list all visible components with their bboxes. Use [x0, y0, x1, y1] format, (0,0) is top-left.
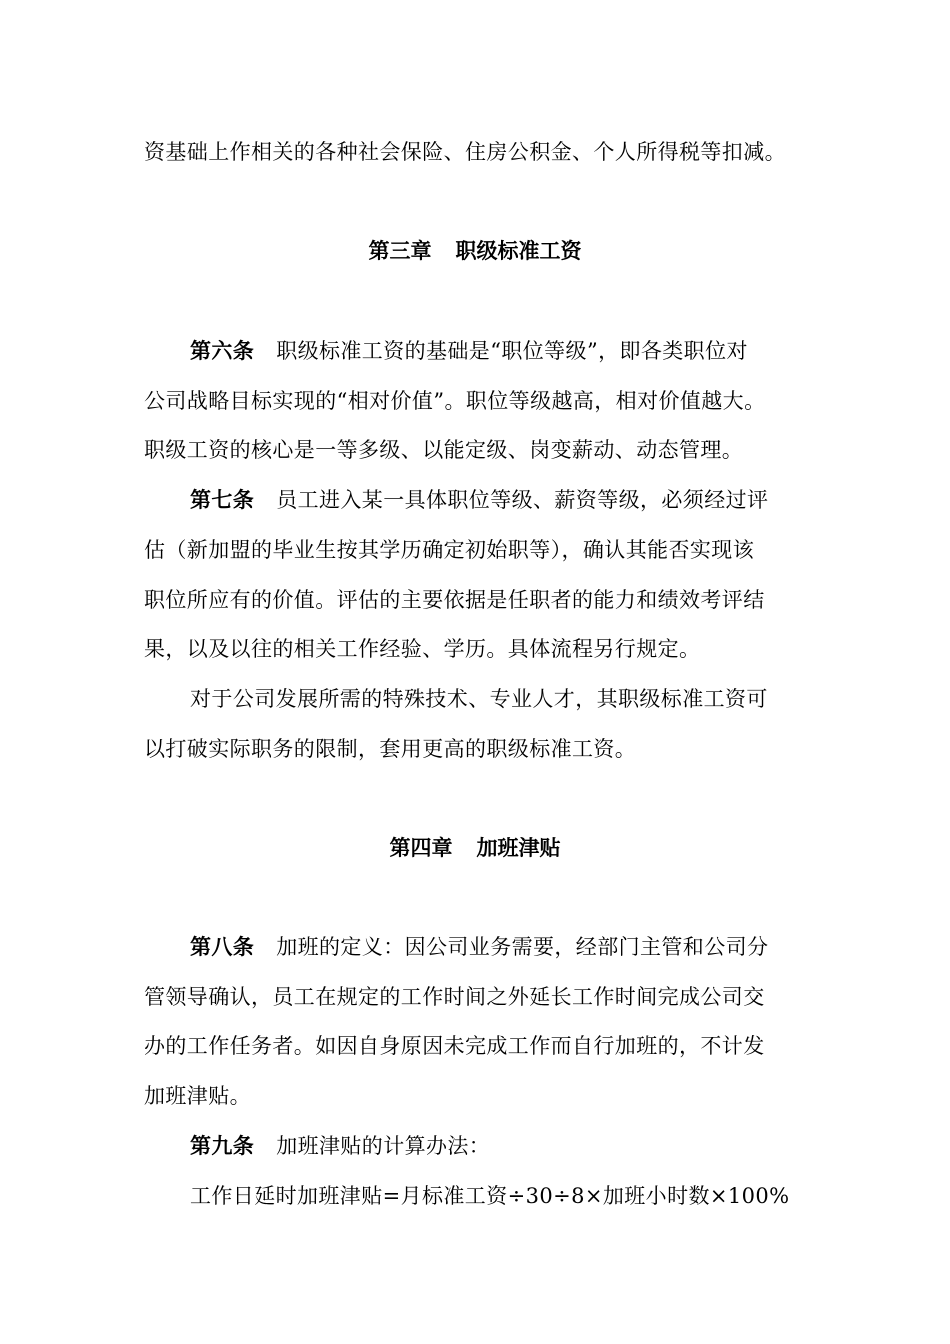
article-number: 第七条	[190, 488, 255, 512]
paragraph-line: 职位所应有的价值。评估的主要依据是任职者的能力和绩效考评结	[144, 588, 765, 612]
paragraph-line: 对于公司发展所需的特殊技术、专业人才，其职级标准工资可	[190, 687, 768, 711]
paragraph-line: 第七条 员工进入某一具体职位等级、薪资等级，必须经过评	[190, 488, 769, 512]
paragraph-line: 办的工作任务者。如因自身原因未完成工作而自行加班的，不计发	[144, 1034, 765, 1058]
paragraph-line: 管领导确认，员工在规定的工作时间之外延长工作时间完成公司交	[144, 985, 765, 1009]
chapter-number: 第四章	[389, 836, 453, 860]
chapter-number: 第三章	[368, 239, 432, 263]
paragraph-line: 估（新加盟的毕业生按其学历确定初始职等），确认其能否实现该	[144, 538, 755, 562]
chapter-title: 职级标准工资	[455, 239, 582, 263]
paragraph-line: 果，以及以往的相关工作经验、学历。具体流程另行规定。	[144, 637, 701, 661]
chapter-heading	[0, 236, 950, 266]
paragraph-line: 加班津贴。	[144, 1084, 251, 1108]
paragraph-line: 公司战略目标实现的“相对价值”。职位等级越高，相对价值越大。	[144, 389, 766, 413]
paragraph-line: 以打破实际职务的限制，套用更高的职级标准工资。	[144, 737, 637, 761]
chapter-heading	[0, 833, 950, 863]
paragraph-line: 第九条 加班津贴的计算办法：	[190, 1134, 491, 1158]
paragraph-line: 职级工资的核心是一等多级、以能定级、岗变薪动、动态管理。	[144, 438, 744, 462]
article-number: 第八条	[190, 935, 255, 959]
article-number: 第九条	[190, 1134, 255, 1158]
paragraph-line: 资基础上作相关的各种社会保险、住房公积金、个人所得税等扣减。	[144, 140, 786, 164]
paragraph-line: 第六条 职级标准工资的基础是“职位等级”，即各类职位对	[190, 339, 748, 363]
paragraph-line: 第八条 加班的定义：因公司业务需要，经部门主管和公司分	[190, 935, 769, 959]
formula-line: 工作日延时加班津贴=月标准工资÷30÷8×加班小时数×100%	[190, 1184, 790, 1208]
chapter-title: 加班津贴	[476, 836, 561, 860]
article-number: 第六条	[190, 339, 255, 363]
